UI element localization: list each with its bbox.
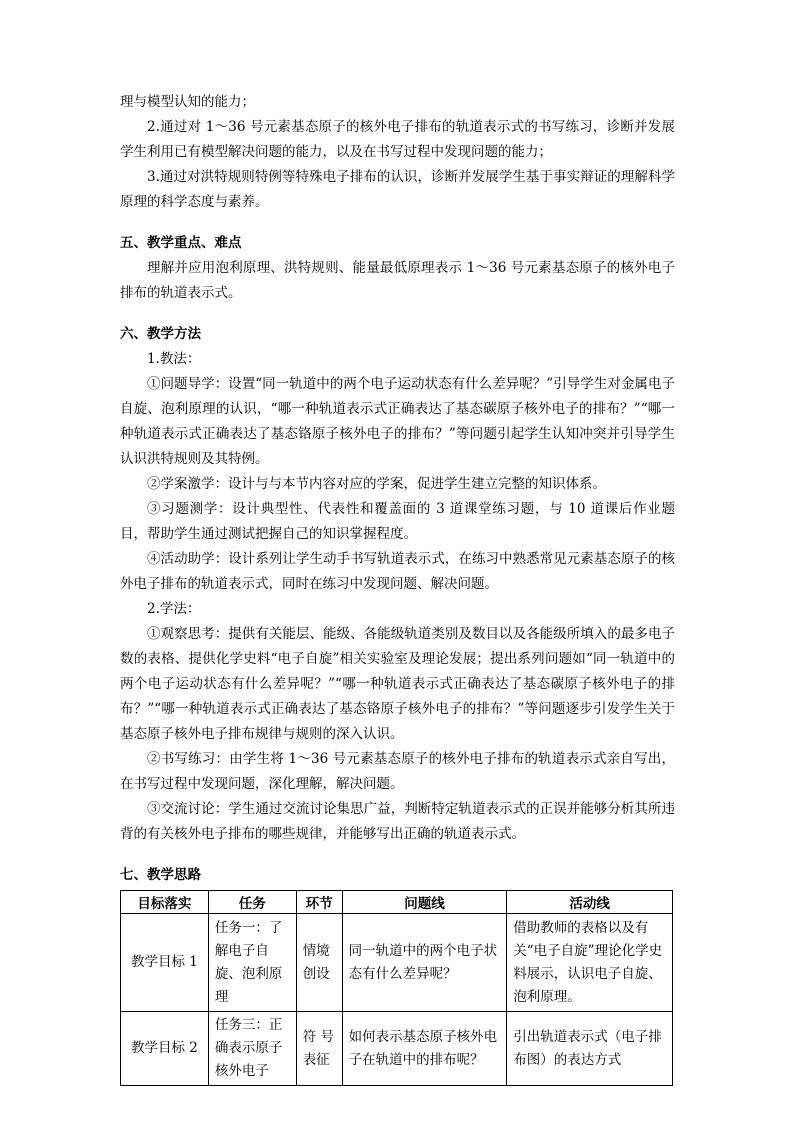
section-5-heading: 五、教学重点、难点	[120, 235, 242, 251]
section-6-heading: 六、教学方法	[120, 326, 201, 342]
table-header-row	[121, 891, 673, 914]
teach-label: 1.教法：	[147, 351, 201, 367]
section-5-body: 理解并应用泡利原理、洪特规则、能量最低原理表示 1～36 号元素基态原子的核外电子排布的轨道表示式。	[120, 260, 675, 301]
table-row	[121, 1012, 673, 1086]
section-7-heading: 七、教学思路	[120, 867, 201, 883]
teaching-plan-table	[120, 890, 673, 1086]
cell-stage: 符 号表征	[296, 1012, 342, 1086]
intro-line-0: 理与模型认知的能力；	[120, 94, 255, 110]
cell-task: 任务三：正确表示原子核外电子	[208, 1012, 296, 1086]
cell-question: 如何表示基态原子核外电子在轨道中的排布呢？	[342, 1012, 507, 1086]
teach-item-3: ③习题测学：设计典型性、代表性和覆盖面的 3 道课堂练习题，与 10 道课后作业题目，帮助学生通过测试把握自己的知识掌握程度。	[120, 501, 675, 542]
teach-item-1: ①问题导学：设置“同一轨道中的两个电子运动状态有什么差异呢？”引导学生对金属电子自旋、泡利原理的认识，“哪一种轨道表示式正确表达了基态碳原子核外电子的排布？”“哪一种轨道表示式正确表达了基态铬原子核外电子的排布？”等问题引起学生认知冲突并引导学生认识洪特规则及其特例。	[120, 376, 675, 467]
cell-stage: 情境创设	[296, 914, 342, 1012]
learn-label: 2.学法：	[147, 601, 201, 617]
cell-goal: 教学目标 2	[121, 1012, 209, 1086]
header-goal: 目标落实	[121, 891, 209, 914]
learn-item-3: ③交流讨论：学生通过交流讨论集思广益，判断特定轨道表示式的正误并能够分析其所违背的有关核外电子排布的哪些规律，并能够写出正确的轨道表示式。	[120, 801, 675, 842]
header-stage: 环节	[296, 891, 342, 914]
cell-task: 任务一：了解电子自旋、泡利原理	[208, 914, 296, 1012]
table-row	[121, 914, 673, 1012]
document-page	[120, 90, 675, 1086]
header-activity-line: 活动线	[507, 891, 673, 914]
cell-question: 同一轨道中的两个电子状态有什么差异呢？	[342, 914, 507, 1012]
learn-item-2: ②书写练习：由学生将 1～36 号元素基态原子的核外电子排布的轨道表示式亲自写出，在书写过程中发现问题，深化理解，解决问题。	[120, 751, 675, 792]
goal-2: 2.通过对 1～36 号元素基态原子的核外电子排布的轨道表示式的书写练习，诊断并发展学生利用已有模型解决问题的能力，以及在书写过程中发现问题的能力；	[120, 119, 675, 160]
cell-activity: 借助教师的表格以及有关“电子自旋”理论化学史料展示，认识电子自旋、泡利原理。	[507, 914, 673, 1012]
header-task: 任务	[208, 891, 296, 914]
cell-activity: 引出轨道表示式（电子排布图）的表达方式	[507, 1012, 673, 1086]
header-question-line: 问题线	[342, 891, 507, 914]
teach-item-2: ②学案激学：设计与与本节内容对应的学案，促进学生建立完整的知识体系。	[147, 476, 606, 492]
teach-item-4: ④活动助学：设计系列让学生动手书写轨道表示式，在练习中熟悉常见元素基态原子的核外电子排布的轨道表示式，同时在练习中发现问题、解决问题。	[120, 551, 675, 592]
goal-3: 3.通过对洪特规则特例等特殊电子排布的认识，诊断并发展学生基于事实辩证的理解科学原理的科学态度与素养。	[120, 169, 675, 210]
cell-goal: 教学目标 1	[121, 914, 209, 1012]
learn-item-1: ①观察思考：提供有关能层、能级、各能级轨道类别及数目以及各能级所填入的最多电子数的表格、提供化学史料“电子自旋”相关实验室及理论发展；提出系列问题如“同一轨道中的两个电子运动状态有什么差异呢？”“哪一种轨道表示式正确表达了基态碳原子核外电子的排布？”“哪一种轨道表示式正确表达了基态铬原子核外电子的排布？”等问题逐步引发学生关于基态原子核外电子排布规律与规则的深入认识。	[120, 626, 675, 742]
